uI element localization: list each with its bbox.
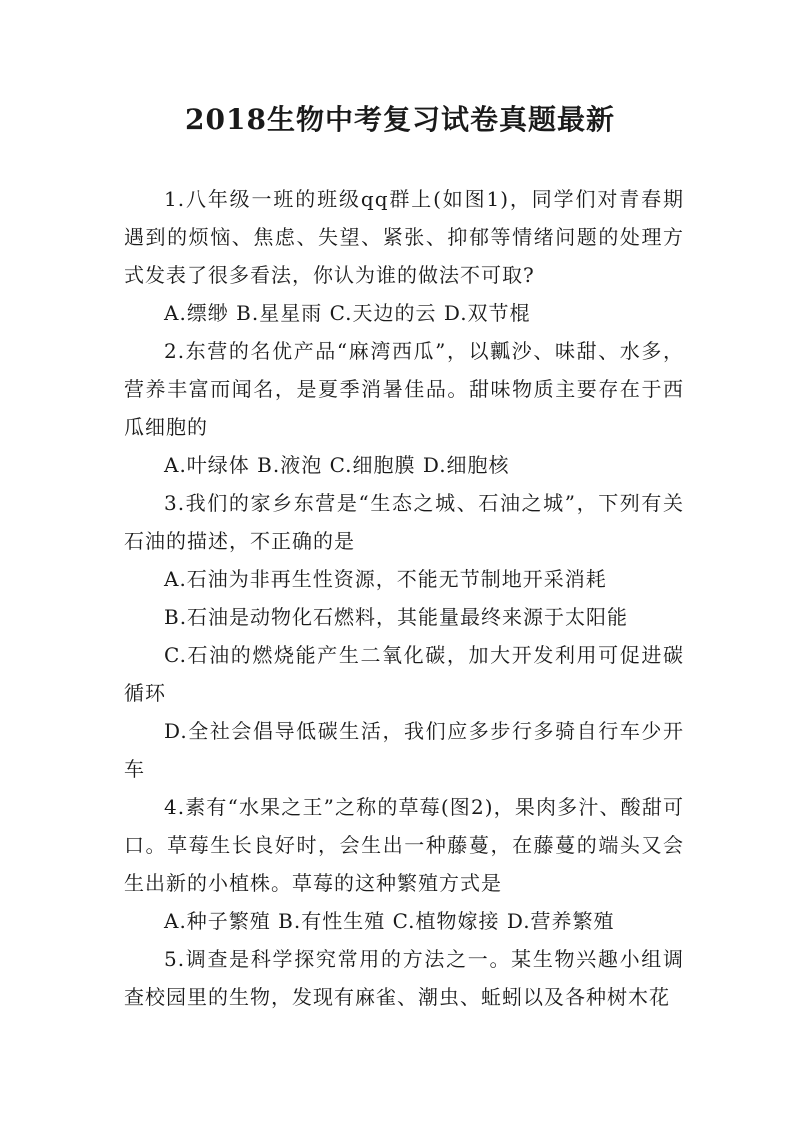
question-2-options: A.叶绿体 B.液泡 C.细胞膜 D.细胞核 xyxy=(164,453,510,477)
question-2: 2.东营的名优产品“麻湾西瓜”，以瓤沙、味甜、水多，营养丰富而闻名，是夏季消暑佳品。甜味物质主要存在于西瓜细胞的 xyxy=(124,339,684,439)
question-4-options: A.种子繁殖 B.有性生殖 C.植物嫁接 D.营养繁殖 xyxy=(164,909,615,933)
question-3: 3.我们的家乡东营是“生态之城、石油之城”，下列有关石油的描述，不正确的是 xyxy=(124,491,684,553)
question-5: 5.调查是科学探究常用的方法之一。某生物兴趣小组调查校园里的生物，发现有麻雀、潮虫、蚯蚓以及各种树木花 xyxy=(124,947,684,1009)
question-3-option-a: A.石油为非再生性资源，不能无节制地开采消耗 xyxy=(164,567,607,591)
question-4: 4.素有“水果之王”之称的草莓(图2)，果肉多汁、酸甜可口。草莓生长良好时，会生出一种藤蔓，在藤蔓的端头又会生出新的小植株。草莓的这种繁殖方式是 xyxy=(124,795,684,895)
document-body xyxy=(124,180,684,1016)
question-3-option-b: B.石油是动物化石燃料，其能量最终来源于太阳能 xyxy=(164,605,629,629)
question-3-option-c: C.石油的燃烧能产生二氧化碳，加大开发利用可促进碳循环 xyxy=(124,643,684,705)
question-1-options: A.缥缈 B.星星雨 C.天边的云 D.双节棍 xyxy=(164,301,531,325)
question-3-option-d: D.全社会倡导低碳生活，我们应多步行多骑自行车少开车 xyxy=(124,719,684,781)
document-title: 2018生物中考复习试卷真题最新 xyxy=(185,103,615,136)
question-1: 1.八年级一班的班级qq群上(如图1)，同学们对青春期遇到的烦恼、焦虑、失望、紧张、抑郁等情绪问题的处理方式发表了很多看法，你认为谁的做法不可取? xyxy=(124,187,684,287)
